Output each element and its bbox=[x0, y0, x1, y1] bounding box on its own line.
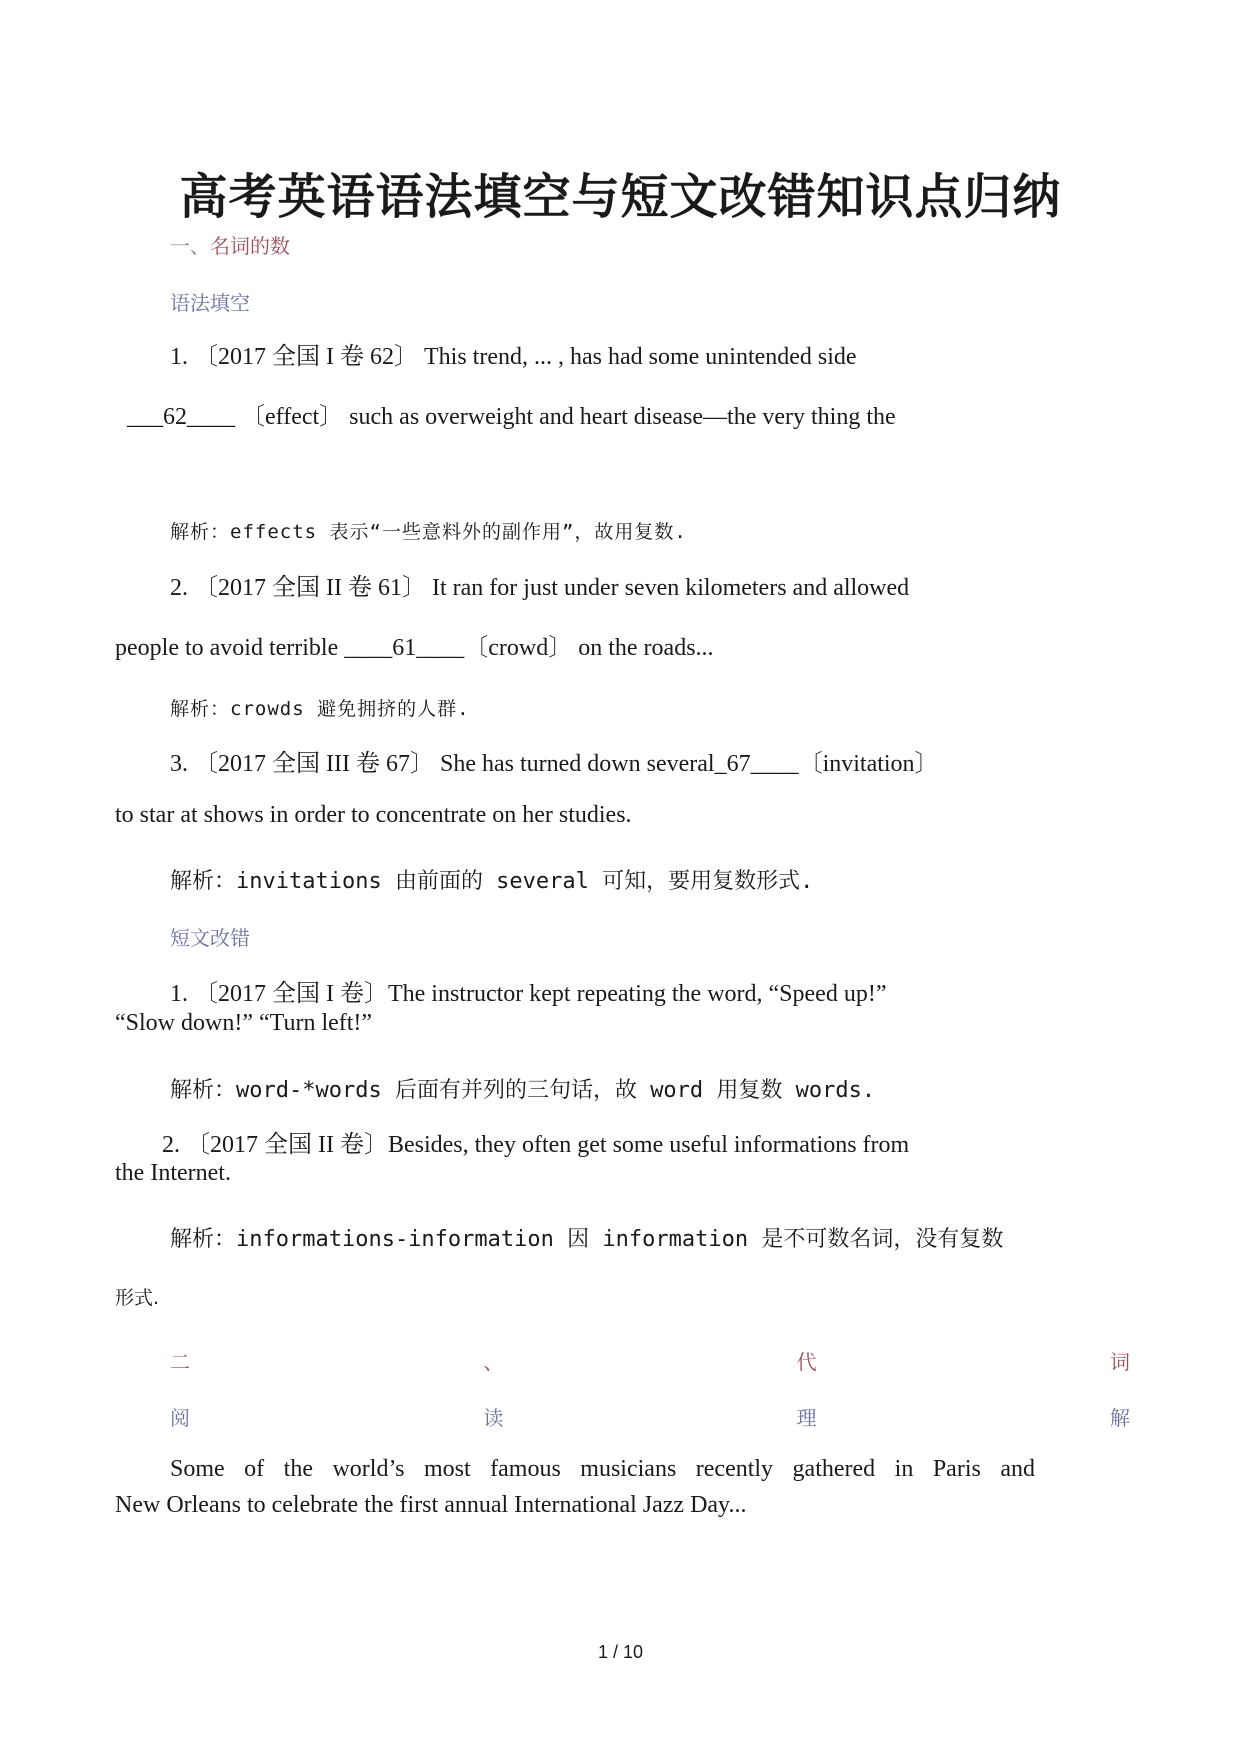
correction-1-line-2: “Slow down!” “Turn left!” bbox=[115, 1010, 373, 1036]
section-number: 一、 bbox=[170, 234, 210, 258]
correction-1-answer: 解析：word-*words 后面有并列的三句话，故 word 用复数 words. bbox=[170, 1078, 876, 1103]
page-number: 1 / 10 bbox=[597, 1642, 644, 1662]
question-1-line-2: ___62____ 〔effect〕 such as overweight and heart disease—the very thing the bbox=[127, 404, 896, 430]
question-2-line-2: people to avoid terrible ____61____〔crowd〕 on the roads... bbox=[115, 635, 714, 661]
heading-char: 二 bbox=[170, 1350, 190, 1374]
question-2-line-1: 2. 〔2017 全国 II 卷 61〕 It ran for just under seven kilometers and allowed bbox=[170, 575, 910, 601]
heading-char: 词 bbox=[1109, 1350, 1130, 1374]
sub-char: 解 bbox=[1109, 1406, 1130, 1430]
answer-1: 解析：effects 表示“一些意料外的副作用”，故用复数. bbox=[170, 521, 687, 543]
answer-2: 解析：crowds 避免拥挤的人群. bbox=[170, 698, 470, 720]
reading-paragraph-line-1: Some of the world’s most famous musicians recently gathered in Paris and bbox=[170, 1456, 1035, 1482]
question-1-line-1: 1. 〔2017 全国 I 卷 62〕 This trend, ... , has had some unintended side bbox=[170, 344, 857, 370]
correction-2-line-2: the Internet. bbox=[115, 1160, 231, 1186]
heading-char: 代 bbox=[796, 1350, 817, 1374]
section-heading-nouns bbox=[170, 230, 290, 259]
correction-1-line-1: 1. 〔2017 全国 I 卷〕The instructor kept repeating the word, “Speed up!” bbox=[170, 981, 887, 1007]
sub-char: 阅 bbox=[170, 1406, 190, 1430]
reading-paragraph-line-2: New Orleans to celebrate the first annual International Jazz Day... bbox=[115, 1492, 747, 1518]
question-3-line-2: to star at shows in order to concentrate on her studies. bbox=[115, 802, 632, 828]
subsection-grammar-fill: 语法填空 bbox=[170, 291, 250, 315]
correction-2-line-1: 2. 〔2017 全国 II 卷〕Besides, they often get some useful informations from bbox=[162, 1132, 910, 1158]
subsection-reading-comprehension bbox=[170, 1402, 1130, 1431]
answer-3: 解析：invitations 由前面的 several 可知，要用复数形式. bbox=[170, 869, 814, 894]
page-title: 高考英语语法填空与短文改错知识点归纳 bbox=[179, 169, 1062, 225]
sub-char: 理 bbox=[796, 1406, 817, 1430]
heading-char: 、 bbox=[483, 1350, 504, 1374]
correction-2-answer-line-2: 形式. bbox=[115, 1287, 160, 1309]
question-3-line-1: 3. 〔2017 全国 III 卷 67〕 She has turned down several_67____〔invitation〕 bbox=[170, 751, 939, 777]
section-title: 名词的数 bbox=[210, 234, 290, 258]
correction-2-answer-line-1: 解析：informations-information 因 information 是不可数名词，没有复数 bbox=[170, 1227, 1004, 1252]
subsection-error-correction: 短文改错 bbox=[170, 926, 250, 950]
sub-char: 读 bbox=[483, 1406, 504, 1430]
section-heading-pronouns bbox=[170, 1346, 1130, 1375]
